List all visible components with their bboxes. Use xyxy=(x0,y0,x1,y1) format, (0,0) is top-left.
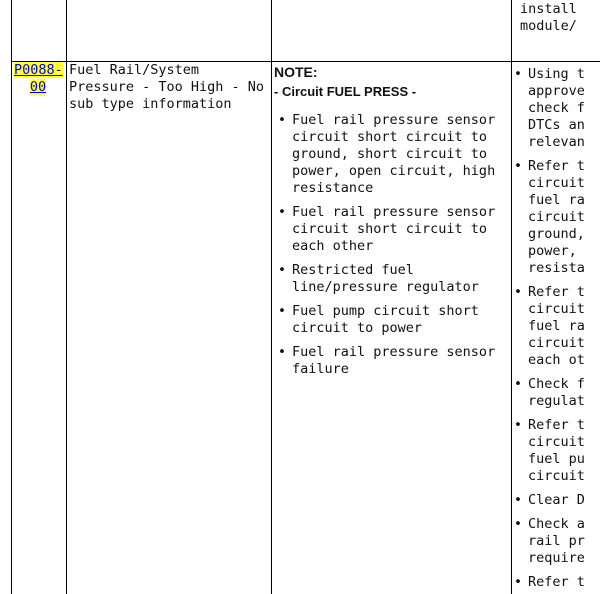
previous-action-text xyxy=(520,1,600,35)
list-item: • Fuel rail pressure sensor failure xyxy=(292,344,509,378)
list-item: • Fuel pump circuit short circuit to power xyxy=(292,303,509,337)
list-item xyxy=(528,284,600,369)
causes-list xyxy=(274,112,509,378)
text-line: check f xyxy=(528,100,585,116)
text-line: ground, xyxy=(528,226,585,242)
text-line: relevan xyxy=(528,134,585,150)
text-line: • Refer t xyxy=(528,158,585,174)
text-line: fuel ra xyxy=(528,318,585,334)
text-line: require xyxy=(528,550,585,566)
list-item: • Fuel rail pressure sensor circuit short circuit to each other xyxy=(292,204,509,255)
list-item xyxy=(528,66,600,151)
possible-causes-cell xyxy=(272,62,512,594)
text-line: • Using t xyxy=(528,66,585,82)
text-line: install xyxy=(520,1,577,17)
table-row xyxy=(12,62,600,594)
text-line: • Refer t xyxy=(528,417,585,433)
text-line: circuit xyxy=(528,209,585,225)
table-cell xyxy=(512,0,600,62)
table-cell xyxy=(272,0,512,62)
text-line: each ot xyxy=(528,352,585,368)
text-line: fuel pu xyxy=(528,451,585,467)
text-line: power, xyxy=(528,243,577,259)
text-line: • Refer t xyxy=(528,284,585,300)
dtc-table xyxy=(11,0,600,594)
text-line: DTCs an xyxy=(528,117,585,133)
text-line: rail pr xyxy=(528,533,585,549)
dtc-code-cell xyxy=(12,62,67,594)
text-line: fuel ra xyxy=(528,192,585,208)
text-line: regulat xyxy=(528,393,585,409)
dtc-description-cell xyxy=(67,62,272,594)
text-line: resista xyxy=(528,260,585,276)
text-line: circuit xyxy=(528,434,585,450)
list-item xyxy=(528,574,600,591)
table-cell xyxy=(12,0,67,62)
text-line: • Check f xyxy=(528,376,585,392)
text-line: • Clear D xyxy=(528,492,585,508)
list-item: • Fuel rail pressure sensor circuit short circuit to ground, short circuit to power, open circuit, high resistance xyxy=(292,112,509,197)
dtc-description: Fuel Rail/System Pressure - Too High - No sub type information xyxy=(69,62,265,112)
list-item xyxy=(528,492,600,509)
text-line: • Refer t xyxy=(528,574,585,590)
text-line: circuit xyxy=(528,301,585,317)
actions-list xyxy=(514,66,600,591)
text-line: circuit xyxy=(528,335,585,351)
actions-cell xyxy=(512,62,600,594)
note-circuit: - Circuit FUEL PRESS - xyxy=(274,84,417,99)
list-item xyxy=(528,417,600,485)
text-line: approve xyxy=(528,83,585,99)
list-item xyxy=(528,516,600,567)
table-row xyxy=(12,0,600,62)
dtc-code-link[interactable] xyxy=(14,62,62,96)
text-line: circuit xyxy=(528,175,585,191)
list-item xyxy=(528,158,600,277)
note-title: NOTE: xyxy=(274,64,318,80)
text-line: • Check a xyxy=(528,516,585,532)
dtc-code-part[interactable]: P0088- xyxy=(14,62,63,78)
list-item: • Restricted fuel line/pressure regulator xyxy=(292,262,509,296)
dtc-code-part[interactable]: 00 xyxy=(29,79,47,95)
list-item xyxy=(528,376,600,410)
text-line: module/ xyxy=(520,18,577,34)
text-line: circuit xyxy=(528,468,585,484)
table-cell xyxy=(67,0,272,62)
